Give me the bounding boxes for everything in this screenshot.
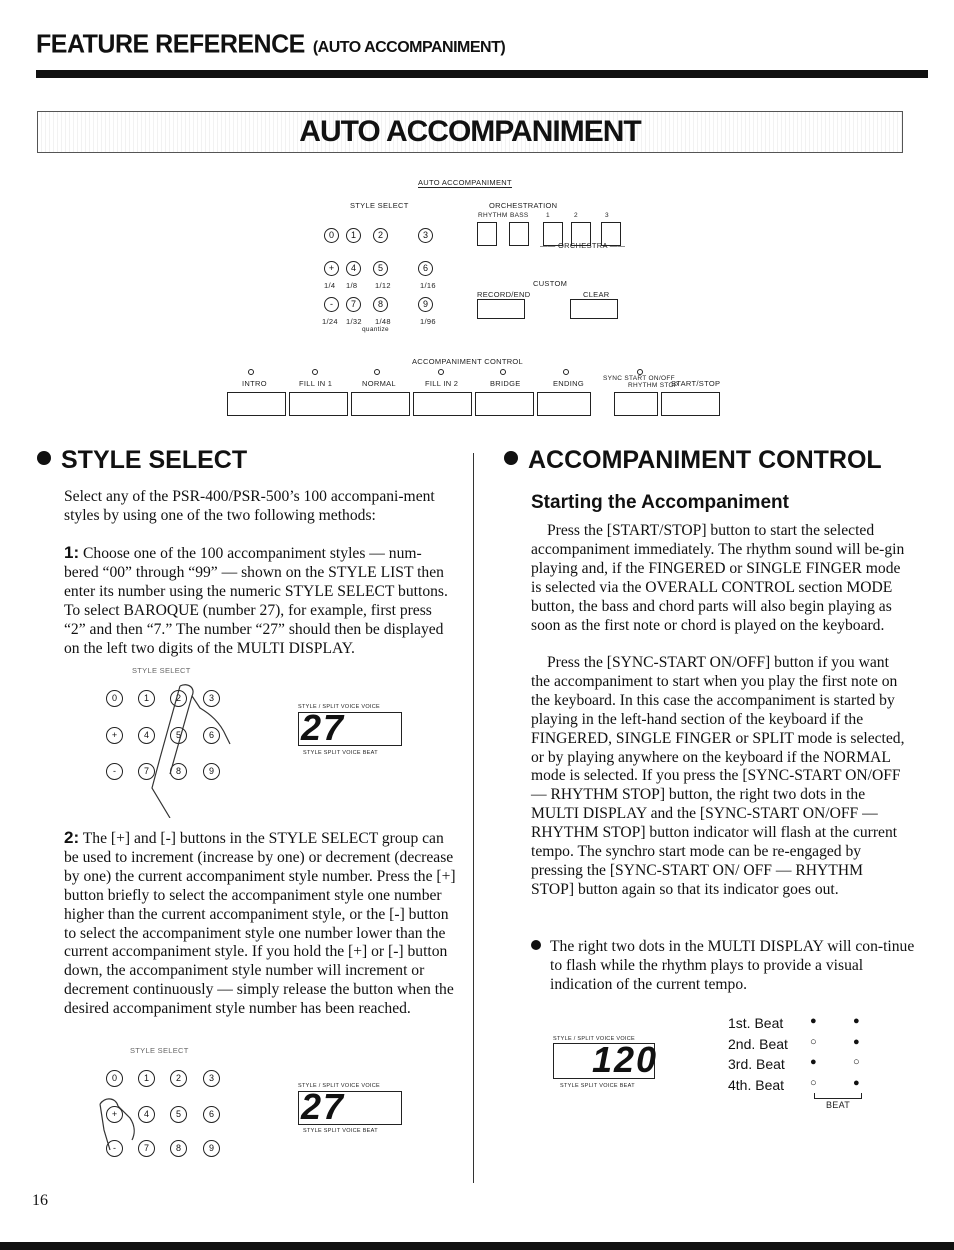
bullet-icon: [531, 940, 541, 950]
style-btn-9[interactable]: 9: [418, 297, 433, 312]
intro-button[interactable]: [227, 392, 286, 416]
orch-2-label: 2: [574, 212, 578, 219]
fig2-btn-4[interactable]: 4: [138, 1106, 155, 1123]
fill-in-1-led: [312, 369, 318, 375]
page-number: 16: [32, 1192, 48, 1209]
beat-bracket: [814, 1093, 862, 1099]
fig2-btn-3[interactable]: 3: [203, 1070, 220, 1087]
fig2-display-digits: 27: [301, 1086, 346, 1127]
fill-in-2-label: FILL IN 2: [425, 379, 459, 388]
fig2-btn-plus[interactable]: +: [106, 1106, 123, 1123]
fig2-lcd-bottom: STYLE SPLIT VOICE BEAT: [303, 1128, 378, 1134]
header-title: FEATURE REFERENCE: [36, 29, 305, 59]
header-subtitle: (AUTO ACCOMPANIMENT): [312, 39, 506, 56]
style-btn-5[interactable]: 5: [373, 261, 388, 276]
bullet-icon: [37, 451, 51, 465]
record-end-label: RECORD/END: [477, 290, 531, 299]
step-1-number: 1:: [64, 543, 80, 562]
fig1-display-digits: 27: [301, 707, 346, 748]
quantize-1-32: 1/32: [346, 317, 362, 326]
fig2-btn-8[interactable]: 8: [170, 1140, 187, 1157]
footer-rule: [0, 1242, 954, 1250]
hand-pointer-icon: [96, 1090, 156, 1160]
fill-in-2-button[interactable]: [413, 392, 472, 416]
bridge-led: [500, 369, 506, 375]
quantize-1-24: 1/24: [322, 317, 338, 326]
style-btn-1[interactable]: 1: [346, 228, 361, 243]
fig2-btn-9[interactable]: 9: [203, 1140, 220, 1157]
fill-in-1-label: FILL IN 1: [299, 379, 333, 388]
quantize-1-12: 1/12: [375, 281, 391, 290]
tempo-lcd-top: STYLE / SPLIT VOICE VOICE: [553, 1036, 635, 1042]
style-btn-6[interactable]: 6: [418, 261, 433, 276]
style-btn-minus[interactable]: -: [324, 297, 339, 312]
fig2-btn-6[interactable]: 6: [203, 1106, 220, 1123]
sync-start-label: SYNC START ON/OFF: [603, 375, 675, 382]
fig1-btn-8[interactable]: 8: [170, 763, 187, 780]
quantize-1-96: 1/96: [420, 317, 436, 326]
fig2-btn-5[interactable]: 5: [170, 1106, 187, 1123]
custom-label: CUSTOM: [533, 279, 568, 288]
orch-bass-label: BASS: [510, 212, 529, 219]
style-btn-3[interactable]: 3: [418, 228, 433, 243]
normal-led: [374, 369, 380, 375]
style-btn-8[interactable]: 8: [373, 297, 388, 312]
quantize-label: quantize: [362, 326, 389, 333]
intro-led: [248, 369, 254, 375]
ending-label: ENDING: [553, 379, 584, 388]
quantize-1-16: 1/16: [420, 281, 436, 290]
fig1-btn-0[interactable]: 0: [106, 690, 123, 707]
fig1-btn-3[interactable]: 3: [203, 690, 220, 707]
orch-1-label: 1: [546, 212, 550, 219]
fig1-btn-1[interactable]: 1: [138, 690, 155, 707]
fig1-lcd-top: STYLE / SPLIT VOICE VOICE: [298, 704, 380, 710]
starting-accomp-subheading: Starting the Accompaniment: [531, 492, 789, 513]
orch-rhythm-button[interactable]: [477, 222, 497, 246]
start-stop-button[interactable]: [661, 392, 720, 416]
normal-button[interactable]: [351, 392, 410, 416]
fig2-btn-7[interactable]: 7: [138, 1140, 155, 1157]
orch-rhythm-label: RHYTHM: [478, 212, 508, 219]
beat-row: 4th. Beat ○ ●: [728, 1076, 860, 1093]
style-select-intro: Select any of the PSR-400/PSR-500’s 100 accompani-ment styles by using one of the two following methods:: [64, 488, 435, 524]
fill-in-1-button[interactable]: [289, 392, 348, 416]
fig1-btn-5[interactable]: 5: [170, 727, 187, 744]
step-2-number: 2:: [64, 828, 80, 847]
tempo-display-digits: 120: [592, 1039, 659, 1080]
style-btn-plus[interactable]: +: [324, 261, 339, 276]
fig1-btn-6[interactable]: 6: [203, 727, 220, 744]
fig1-btn-9[interactable]: 9: [203, 763, 220, 780]
clear-label: CLEAR: [583, 290, 610, 299]
bridge-button[interactable]: [475, 392, 534, 416]
fig1-btn-minus[interactable]: -: [106, 763, 123, 780]
accomp-bullet-note: The right two dots in the MULTI DISPLAY will con-tinue to flash while the rhythm plays to provide a visual indication of the current tempo.: [531, 938, 925, 995]
orch-bass-button[interactable]: [509, 222, 529, 246]
fig2-btn-2[interactable]: 2: [170, 1070, 187, 1087]
step-2-text: 2: The [+] and [-] buttons in the STYLE SELECT group can be used to increment (increase by one) or decrement (decrease by one) the current accompaniment style number. Press the [+] button briefly to select the accompaniment style one number higher than the current accompaniment style, or the [-] button to select the accompaniment style one number lower than the current accompaniment style. If you hold the [+] or [-] button down, the accompaniment style number will increment or decrement continuously — simply release the button when the desired accompaniment style number has been reached.: [64, 828, 456, 1018]
panel-diagram: [0, 0, 954, 430]
fig2-lcd-top: STYLE / SPLIT VOICE VOICE: [298, 1083, 380, 1089]
fig1-btn-4[interactable]: 4: [138, 727, 155, 744]
bullet-icon: [504, 451, 518, 465]
fig2-style-select-label: STYLE SELECT: [130, 1046, 189, 1055]
normal-label: NORMAL: [362, 379, 396, 388]
orchestration-label: ORCHESTRATION: [489, 201, 558, 210]
column-divider: [473, 453, 474, 1183]
start-stop-label: START/STOP: [671, 379, 721, 388]
beat-row: 3rd. Beat ● ○: [728, 1056, 860, 1072]
fig1-lcd-bottom: STYLE SPLIT VOICE BEAT: [303, 750, 378, 756]
record-end-button[interactable]: [477, 299, 525, 319]
ending-led: [563, 369, 569, 375]
accomp-control-heading: ACCOMPANIMENT CONTROL: [504, 446, 882, 475]
fig1-btn-plus[interactable]: +: [106, 727, 123, 744]
fig1-btn-7[interactable]: 7: [138, 763, 155, 780]
beat-row: 2nd. Beat ○ ●: [728, 1035, 860, 1052]
tempo-lcd-bottom: STYLE SPLIT VOICE BEAT: [560, 1083, 635, 1089]
accomp-para-2: Press the [SYNC-START ON/OFF] button if you want the accompaniment to start when you play the first note on the keyboard. In this case the accompaniment is started by playing in the left-hand section of the keyboard if the FINGERED, SINGLE FINGER or SPLIT mode is selected, or by playing anywhere on the keyboard if the NORMAL mode is selected. If you press the [SYNC-START ON/OFF — RHYTHM STOP] button, the right two dots in the MULTI DISPLAY and the [SYNC-START ON/OFF — RHYTHM STOP] button indicator will flash at the current tempo. The synchro start mode can be re-engaged by pressing the [SYNC-START ON/ OFF — RHYTHM STOP] button again so that its indicator goes out.: [531, 654, 905, 898]
accomp-para-1: Press the [START/STOP] button to start the selected accompaniment immediately. The rhythm sound will be-gin playing and, if the FINGERED or SINGLE FINGER mode is selected via the OVERALL CONTROL section MODE button, the bass and chord parts will also begin playing as soon as the first note or chord is played on the keyboard.: [531, 522, 905, 634]
banner-title: AUTO ACCOMPANIMENT: [299, 115, 641, 148]
fig2-btn-1[interactable]: 1: [138, 1070, 155, 1087]
ending-button[interactable]: [537, 392, 591, 416]
orch-3-label: 3: [605, 212, 609, 219]
sync-start-button[interactable]: [614, 392, 658, 416]
panel-top-label: AUTO ACCOMPANIMENT: [418, 178, 512, 187]
accomp-control-label: ACCOMPANIMENT CONTROL: [412, 357, 524, 366]
fig2-btn-minus[interactable]: -: [106, 1140, 123, 1157]
style-btn-4[interactable]: 4: [346, 261, 361, 276]
beat-table: [728, 1015, 878, 1097]
quantize-1-48: 1/48: [375, 317, 391, 326]
fill-in-2-led: [438, 369, 444, 375]
clear-button[interactable]: [570, 299, 618, 319]
style-select-heading: STYLE SELECT: [37, 446, 247, 475]
style-btn-7[interactable]: 7: [346, 297, 361, 312]
fig2-btn-0[interactable]: 0: [106, 1070, 123, 1087]
rhythm-stop-label: RHYTHM STOP: [628, 382, 679, 389]
beat-row: 1st. Beat ● ●: [728, 1015, 860, 1031]
style-btn-2[interactable]: 2: [373, 228, 388, 243]
quantize-1-4: 1/4: [324, 281, 336, 290]
fig1-style-select-label: STYLE SELECT: [132, 666, 191, 675]
orchestra-label: —— ORCHESTRA ——: [540, 241, 626, 250]
style-select-label: STYLE SELECT: [350, 201, 409, 210]
quantize-1-8: 1/8: [346, 281, 358, 290]
intro-label: INTRO: [242, 379, 267, 388]
step-1-text: 1: Choose one of the 100 accompaniment styles — num-bered “00” through “99” — shown on the STYLE LIST then enter its number using the numeric STYLE SELECT buttons. To select BAROQUE (number 27), for example, first press “2” and then “7.” The number “27” should then be displayed on the left two digits of the MULTI DISPLAY.: [64, 543, 448, 657]
fig1-btn-2[interactable]: 2: [170, 690, 187, 707]
beat-label: BEAT: [826, 1100, 851, 1110]
hand-pointer-icon: [140, 678, 250, 818]
style-btn-0[interactable]: 0: [324, 228, 339, 243]
bridge-label: BRIDGE: [490, 379, 521, 388]
